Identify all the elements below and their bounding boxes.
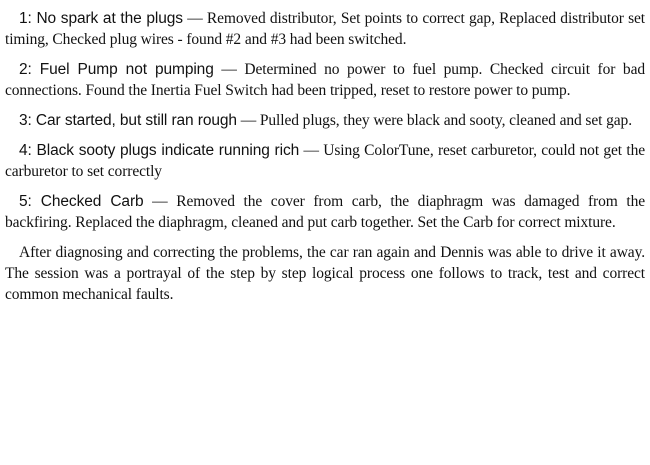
- step-4-separator: —: [299, 142, 324, 159]
- step-5-paragraph: [5, 191, 645, 233]
- step-3-heading: 3: Car started, but still ran rough: [19, 112, 237, 129]
- step-3-separator: —: [236, 112, 260, 129]
- step-3-text: Pulled plugs, they were black and sooty, cleaned and set gap.: [259, 112, 632, 129]
- step-1-text: Removed distributor, Set points to correct gap, Replaced distributor set timing, Checked plug wires - found #2 and #3 had been switched.: [5, 10, 645, 48]
- step-1-separator: —: [182, 10, 207, 27]
- step-4-text: Using ColorTune, reset carburetor, could not get the carburetor to set correctly: [5, 142, 646, 180]
- step-5-heading: 5: Checked Carb: [19, 193, 144, 210]
- step-4-paragraph: [5, 140, 645, 182]
- step-5-text: Removed the cover from carb, the diaphragm was damaged from the backfiring. Replaced the diaphragm, cleaned and put carb together. Set the Carb for correct mixture.: [5, 193, 645, 231]
- step-1-paragraph: [5, 8, 645, 50]
- closing-paragraph: After diagnosing and correcting the problems, the car ran again and Dennis was able to drive it away. The session was a portrayal of the step by step logical process one follows to track, test and correct common mechanical faults.: [5, 244, 645, 303]
- step-2-heading: 2: Fuel Pump not pumping: [19, 61, 214, 78]
- document-body: [5, 8, 645, 314]
- step-5-separator: —: [143, 193, 177, 210]
- step-2-separator: —: [213, 61, 245, 78]
- step-3-paragraph: [5, 110, 645, 131]
- step-2-paragraph: [5, 59, 645, 101]
- step-2-text: Determined no power to fuel pump. Checked circuit for bad connections. Found the Inertia Fuel Switch had been tripped, reset to restore power to pump.: [5, 61, 646, 99]
- step-4-heading: 4: Black sooty plugs indicate running rich: [19, 142, 300, 159]
- step-1-heading: 1: No spark at the plugs: [19, 10, 183, 27]
